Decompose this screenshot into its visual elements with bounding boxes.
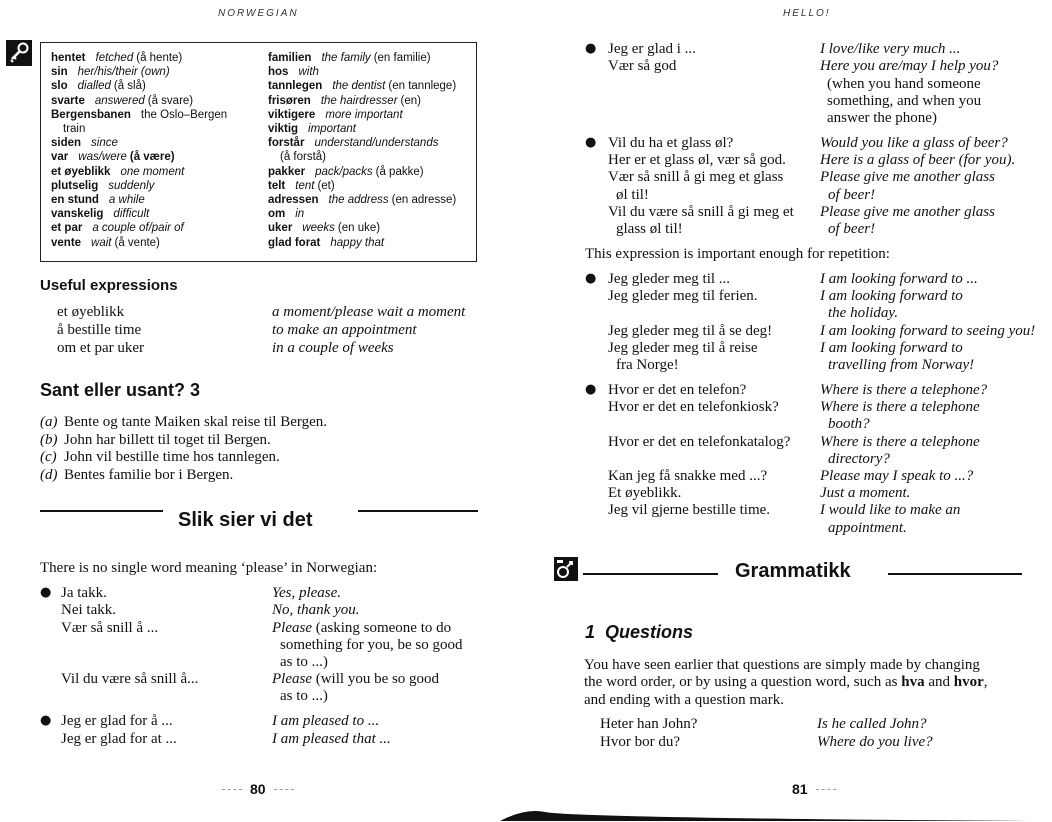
left-page — [0, 0, 520, 822]
repetition-note: This expression is important enough for repetition: — [585, 246, 890, 262]
questions-line: You have seen earlier that questions are simply made by changing — [584, 657, 980, 673]
phrase-en: Where is there a telephone — [820, 399, 980, 416]
phrase-en: I am looking forward to — [820, 288, 963, 305]
vocab-meaning: was/were — [78, 151, 127, 164]
vocab-meaning: the family — [321, 52, 371, 64]
page-number-rule — [274, 789, 294, 790]
phrase-no: Jeg er glad i ... — [608, 41, 696, 57]
example-en: Is he called John? — [817, 716, 927, 732]
page-number: 80 — [250, 781, 266, 797]
vocab-word: hos — [268, 66, 289, 79]
vocab-column-left — [51, 51, 227, 250]
grammar-icon — [554, 557, 578, 581]
vocab-note: (en) — [400, 94, 421, 107]
vocab-note: (en adresse) — [391, 194, 457, 207]
phrase-en-note: (when you hand someone — [827, 76, 981, 92]
phrase-no: Hvor er det en telefonkiosk? — [608, 399, 779, 416]
vocab-meaning: understand/understands — [314, 137, 439, 150]
bullet-icon: ● — [585, 41, 597, 56]
vocab-word: glad forat — [268, 236, 321, 249]
vocab-entry — [268, 179, 456, 193]
vocab-entry — [268, 122, 456, 136]
phrase-en: I would like to make an — [820, 502, 961, 519]
phrase-en: No, thank you. — [272, 602, 360, 618]
running-head-right: HELLO! — [783, 8, 831, 19]
vocab-meaning: important — [308, 123, 356, 136]
vocab-word: vente — [51, 236, 82, 249]
vocab-meaning: a couple of/pair of — [92, 222, 184, 235]
phrase-en: Please give me another glass — [820, 169, 995, 186]
vocab-word: adressen — [268, 194, 319, 207]
phrase-no: Et øyeblikk. — [608, 485, 682, 502]
phrase-no: Vil du ha et glass øl? — [608, 135, 734, 151]
vocab-entry — [268, 236, 456, 250]
questions-line: and ending with a question mark. — [584, 691, 784, 708]
please-intro: There is no single word meaning ‘please’ in Norwegian: — [40, 560, 378, 576]
book-spine-shadow — [0, 806, 1052, 822]
grammar-title: Grammatikk — [735, 560, 851, 582]
phrase-en: I am pleased to ... — [272, 713, 380, 729]
vocab-note: (å pakke) — [375, 165, 424, 178]
vocab-entry — [268, 193, 456, 207]
phrase-no: Her er et glass øl, vær så god. — [608, 152, 786, 169]
vocab-entry — [51, 136, 227, 150]
vocab-meaning: answered — [94, 94, 145, 107]
vocab-meaning: suddenly — [108, 179, 155, 192]
useful-en: a moment/please wait a moment — [272, 304, 466, 320]
questions-paragraph — [584, 657, 1028, 709]
vocab-meaning: fetched — [95, 52, 134, 64]
bullet-icon: ● — [585, 382, 597, 397]
true-false-heading: Sant eller usant? 3 — [40, 380, 201, 400]
phrase-en-emph: Please — [272, 620, 312, 636]
vocab-note: (å være) — [129, 151, 175, 164]
questions-title: Questions — [605, 622, 694, 642]
vocab-word: Bergensbanen — [51, 108, 131, 121]
statement-label: (d) — [40, 466, 58, 483]
phrase-en: Yes, please. — [272, 585, 342, 601]
vocab-word: telt — [268, 179, 286, 192]
page-number-rule — [222, 789, 242, 790]
bullet-icon: ● — [40, 713, 52, 728]
statement-text: Bentes familie bor i Bergen. — [64, 466, 234, 483]
vocab-note: (et) — [317, 179, 335, 192]
statement-text: Bente og tante Maiken skal reise til Bergen. — [64, 414, 327, 430]
vocab-entry — [51, 150, 227, 164]
phrase-no: glass øl til! — [616, 221, 683, 237]
vocab-entry — [51, 165, 227, 179]
vocab-word: siden — [51, 137, 82, 150]
vocab-note: (en tannlege) — [388, 80, 457, 93]
phrase-no: fra Norge! — [616, 357, 679, 373]
phrase-no: Vær så snill å ... — [61, 620, 159, 636]
vocab-note: (å forstå) — [280, 151, 327, 164]
questions-text: and — [924, 674, 954, 691]
vocab-meaning: more important — [325, 108, 403, 121]
vocab-word: vanskelig — [51, 208, 104, 221]
phrase-en: of beer! — [828, 186, 876, 203]
vocab-entry — [51, 122, 227, 136]
vocab-word: svarte — [51, 94, 85, 107]
phrase-en: Just a moment. — [820, 485, 911, 502]
phrase-no: Jeg er glad for at ... — [61, 731, 177, 747]
vocab-entry — [51, 236, 227, 250]
vocab-word: var — [51, 151, 69, 164]
vocab-entry — [268, 65, 456, 79]
phrase-no: Kan jeg få snakke med ...? — [608, 468, 768, 484]
vocab-meaning: dialled — [77, 80, 111, 93]
vocab-entry — [51, 108, 227, 122]
phrase-en — [272, 620, 451, 637]
vocab-entry — [268, 165, 456, 179]
vocab-word: viktig — [268, 123, 299, 136]
vocab-entry — [51, 51, 227, 65]
phrase-en: travelling from Norway! — [828, 357, 975, 373]
page-number: 81 — [792, 781, 808, 797]
vocab-note: the Oslo–Bergen — [140, 108, 228, 121]
vocab-word: uker — [268, 222, 293, 235]
vocab-meaning: a while — [108, 194, 145, 207]
phrase-no: Vil du være så snill å... — [61, 671, 199, 687]
phrase-no: øl til! — [616, 186, 649, 203]
bullet-icon: ● — [585, 135, 597, 150]
vocab-entry — [268, 150, 456, 164]
vocab-entry — [268, 221, 456, 235]
phrase-no: Jeg gleder meg til ... — [608, 271, 731, 287]
vocab-meaning: the dentist — [332, 80, 386, 93]
questions-number: 1 — [585, 622, 596, 642]
statement-text: John har billett til toget til Bergen. — [64, 431, 271, 448]
question-word: hvor — [953, 674, 984, 691]
vocab-word: tannlegen — [268, 80, 323, 93]
phrase-en: I am looking forward to — [820, 339, 963, 356]
vocab-note: (å vente) — [114, 236, 160, 249]
phrase-en: I am looking forward to seeing you! — [820, 322, 1036, 339]
vocab-entry — [268, 79, 456, 93]
vocab-entry — [268, 51, 456, 65]
vocab-word: plutselig — [51, 179, 99, 192]
vocab-word: pakker — [268, 165, 306, 178]
phrase-en: directory? — [828, 450, 890, 467]
phrase-no: Hvor er det en telefon? — [608, 382, 747, 398]
bullet-icon: ● — [585, 271, 597, 286]
running-head-left: NORWEGIAN — [218, 8, 299, 19]
example-no: Heter han John? — [600, 716, 698, 732]
phrase-en: appointment. — [828, 519, 907, 536]
phrase-en: Here is a glass of beer (for you). — [820, 152, 1016, 169]
phrase-no: Jeg gleder meg til å se deg! — [608, 322, 773, 339]
statement-label: (b) — [40, 431, 58, 448]
phrase-en-note: answer the phone) — [827, 110, 937, 127]
vocab-meaning: her/his/their (own) — [77, 66, 170, 79]
vocabulary-box — [40, 42, 477, 262]
phrase-en: Please give me another glass — [820, 203, 995, 220]
questions-heading — [585, 622, 693, 643]
vocab-word: en stund — [51, 194, 99, 207]
vocab-meaning: difficult — [113, 208, 150, 221]
phrase-en-note: (will you be so good — [311, 671, 440, 687]
vocab-meaning: with — [298, 66, 319, 79]
questions-line — [584, 674, 1028, 691]
vocab-meaning: the hairdresser — [320, 94, 398, 107]
phrase-en-emph: Please — [272, 671, 312, 687]
vocab-note: (å svare) — [147, 94, 194, 107]
vocab-entry — [268, 108, 456, 122]
vocab-word: et øyeblikk — [51, 165, 111, 178]
useful-no: om et par uker — [57, 340, 145, 356]
example-no: Hvor bor du? — [600, 734, 680, 750]
statement-label: (a) — [40, 414, 58, 430]
vocab-meaning: weeks — [302, 222, 335, 235]
phrase-en-note: something, and when you — [827, 93, 982, 110]
phrase-en: Would you like a glass of beer? — [820, 135, 1008, 151]
vocab-note: (å slå) — [113, 80, 146, 93]
phrase-en: as to ...) — [280, 654, 328, 670]
phrase-en: Where is there a telephone? — [820, 382, 988, 398]
phrase-no: Hvor er det en telefonkatalog? — [608, 433, 791, 450]
useful-expressions-heading: Useful expressions — [40, 277, 178, 294]
vocab-word: viktigere — [268, 108, 316, 121]
phrase-en: of beer! — [828, 221, 876, 237]
vocab-entry — [51, 193, 227, 207]
vocab-word: et par — [51, 222, 83, 235]
phrase-no: Vær så snill å gi meg et glass — [608, 169, 784, 186]
vocab-entry — [51, 221, 227, 235]
right-page — [540, 0, 1052, 822]
phrase-en: I am pleased that ... — [272, 731, 391, 747]
vocab-entry — [51, 179, 227, 193]
phrase-en — [272, 671, 439, 688]
phrase-no: Jeg vil gjerne bestille time. — [608, 502, 771, 519]
question-word: hva — [901, 674, 925, 691]
vocab-entry — [268, 94, 456, 108]
questions-text: , — [983, 674, 988, 691]
section-rule-right — [358, 510, 478, 512]
section-title: Slik sier vi det — [178, 509, 313, 531]
phrase-en-note: (asking someone to do — [311, 620, 452, 636]
questions-text: the word order, or by using a question word, such as — [584, 674, 902, 691]
vocab-entry — [51, 65, 227, 79]
vocab-word: frisøren — [268, 94, 311, 107]
vocab-meaning: tent — [295, 179, 315, 192]
vocab-note: train — [63, 123, 86, 136]
vocab-word: familien — [268, 52, 312, 64]
phrase-en: I love/like very much ... — [820, 41, 961, 57]
vocab-meaning: in — [295, 208, 305, 221]
phrase-en: I am looking forward to ... — [820, 271, 978, 287]
vocab-entry — [51, 94, 227, 108]
vocab-entry — [51, 79, 227, 93]
phrase-en: as to ...) — [280, 688, 328, 704]
vocab-word: sin — [51, 66, 68, 79]
vocab-meaning: since — [91, 137, 118, 150]
useful-en: in a couple of weeks — [272, 340, 394, 356]
vocab-note: (å hente) — [136, 52, 183, 64]
vocabulary-key-icon — [6, 40, 32, 66]
vocab-entry — [51, 207, 227, 221]
page-number-rule — [816, 789, 836, 790]
useful-no: å bestille time — [57, 322, 142, 338]
phrase-no: Vil du være så snill å gi meg et — [608, 203, 794, 220]
useful-no: et øyeblikk — [57, 304, 125, 320]
phrase-no: Jeg er glad for å ... — [61, 713, 173, 729]
bullet-icon: ● — [40, 585, 52, 600]
vocab-word: om — [268, 208, 286, 221]
vocab-column-right — [268, 51, 456, 250]
vocab-meaning: pack/packs — [315, 165, 373, 178]
vocab-note: (en familie) — [373, 52, 431, 64]
vocab-note: (en uke) — [337, 222, 381, 235]
phrase-en: Where is there a telephone — [820, 433, 980, 450]
phrase-en: Please may I speak to ...? — [820, 468, 974, 484]
vocab-entry — [268, 136, 456, 150]
phrase-no: Jeg gleder meg til ferien. — [608, 288, 758, 305]
phrase-en: something for you, be so good — [280, 637, 463, 653]
phrase-no: Jeg gleder meg til å reise — [608, 339, 758, 356]
example-en: Where do you live? — [817, 734, 933, 750]
phrase-en: booth? — [828, 416, 870, 433]
section-rule-left — [583, 573, 718, 575]
vocab-entry — [268, 207, 456, 221]
vocab-word: slo — [51, 80, 68, 93]
phrase-en: Here you are/may I help you? — [820, 58, 999, 75]
useful-en: to make an appointment — [272, 322, 417, 338]
phrase-no: Vær så god — [608, 58, 677, 75]
vocab-word: forstår — [268, 137, 305, 150]
phrase-en: the holiday. — [828, 305, 898, 322]
phrase-no: Nei takk. — [61, 602, 116, 618]
vocab-meaning: happy that — [330, 236, 385, 249]
vocab-word: hentet — [51, 52, 86, 64]
section-rule-right — [888, 573, 1022, 575]
vocab-meaning: one moment — [120, 165, 185, 178]
vocab-meaning: wait — [91, 236, 112, 249]
section-rule-left — [40, 510, 163, 512]
statement-label: (c) — [40, 449, 57, 465]
phrase-no: Ja takk. — [61, 585, 107, 601]
vocab-meaning: the address — [328, 194, 389, 207]
statement-text: John vil bestille time hos tannlegen. — [64, 449, 280, 465]
